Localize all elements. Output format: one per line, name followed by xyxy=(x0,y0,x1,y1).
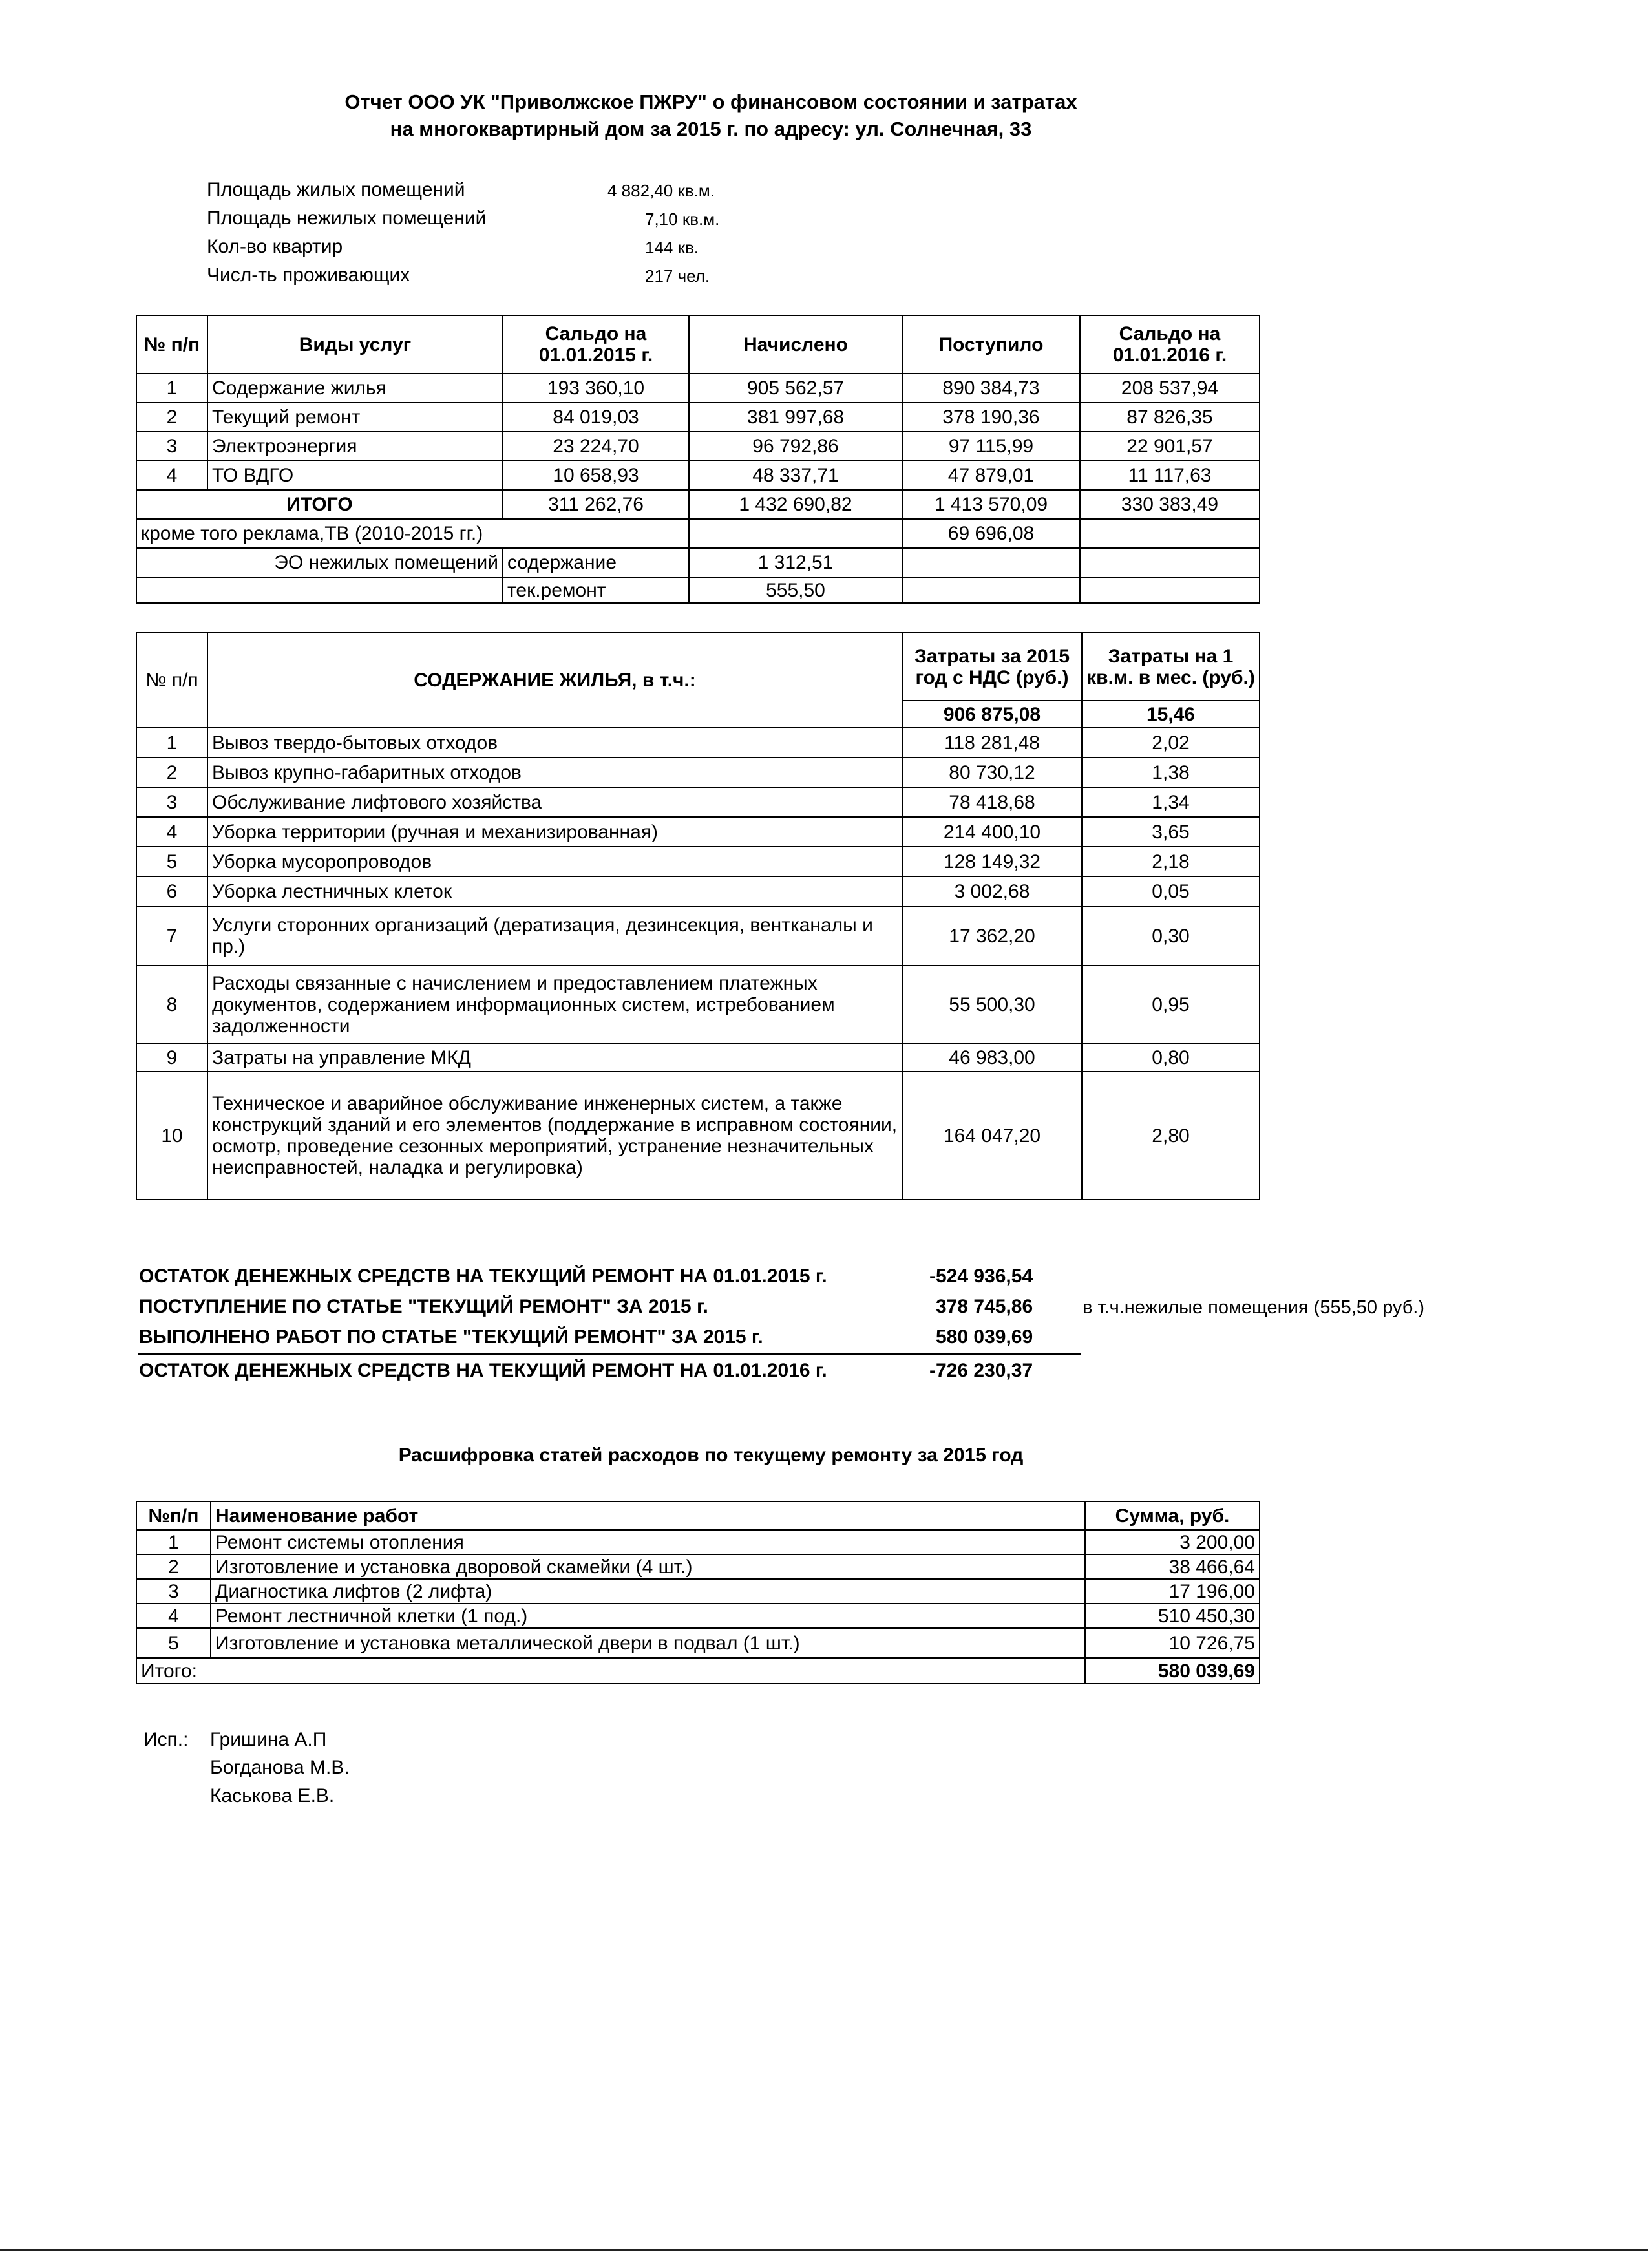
summary-divider xyxy=(138,1353,1081,1355)
column-header: Затраты на 1 кв.м. в мес. (руб.) xyxy=(1082,633,1260,701)
summary-label: ОСТАТОК ДЕНЕЖНЫХ СРЕДСТВ НА ТЕКУЩИЙ РЕМОНТ НА 01.01.2016 г. xyxy=(139,1360,827,1381)
table-row xyxy=(136,1579,1260,1604)
table-row xyxy=(136,1072,1260,1200)
item-per-m2: 1,38 xyxy=(1082,758,1260,787)
extra-label: кроме того реклама,ТВ (2010-2015 гг.) xyxy=(136,519,689,548)
cell-value: 208 537,94 xyxy=(1080,374,1260,403)
table-row xyxy=(136,906,1260,966)
item-cost: 55 500,30 xyxy=(902,966,1082,1043)
info-label: Площадь нежилых помещений xyxy=(207,207,487,229)
row-number: 1 xyxy=(136,374,207,403)
service-name: Электроэнергия xyxy=(207,432,503,461)
work-name: Диагностика лифтов (2 лифта) xyxy=(211,1579,1085,1604)
column-header: №п/п xyxy=(136,1501,211,1530)
row-number: 9 xyxy=(136,1043,207,1072)
services-table xyxy=(136,315,1260,604)
info-label: Кол-во квартир xyxy=(207,236,343,257)
row-number: 5 xyxy=(136,1628,211,1658)
row-number: 4 xyxy=(136,817,207,847)
summary-label: ВЫПОЛНЕНО РАБОТ ПО СТАТЬЕ "ТЕКУЩИЙ РЕМОНТ" ЗА 2015 г. xyxy=(139,1326,763,1348)
total-label: Итого: xyxy=(136,1658,1085,1684)
info-value: 7,10 кв.м. xyxy=(645,209,720,229)
cell-value: 48 337,71 xyxy=(689,461,902,490)
work-name: Изготовление и установка металлической двери в подвал (1 шт.) xyxy=(211,1628,1085,1658)
eo-row xyxy=(136,577,1260,603)
service-name: Текущий ремонт xyxy=(207,403,503,432)
item-cost: 3 002,68 xyxy=(902,876,1082,906)
column-header: № п/п xyxy=(136,633,207,728)
row-number: 4 xyxy=(136,461,207,490)
item-per-m2: 0,30 xyxy=(1082,906,1260,966)
row-number: 5 xyxy=(136,847,207,876)
eo-value: 555,50 xyxy=(689,577,902,603)
cell-value: 381 997,68 xyxy=(689,403,902,432)
table-row xyxy=(136,787,1260,817)
service-name: ТО ВДГО xyxy=(207,461,503,490)
signatures-label: Исп.: xyxy=(143,1729,189,1750)
cell-value: 193 360,10 xyxy=(503,374,689,403)
table-row xyxy=(136,847,1260,876)
info-label: Площадь жилых помещений xyxy=(207,179,465,200)
info-label: Числ-ть проживающих xyxy=(207,264,410,286)
table-row xyxy=(136,1628,1260,1658)
repair-breakdown-title: Расшифровка статей расходов по текущему ремонту за 2015 год xyxy=(398,1445,1024,1466)
cell-value: 10 658,93 xyxy=(503,461,689,490)
work-name: Ремонт системы отопления xyxy=(211,1530,1085,1554)
info-value: 217 чел. xyxy=(645,266,710,286)
column-header: Виды услуг xyxy=(207,315,503,374)
column-header: Поступило xyxy=(902,315,1080,374)
item-cost: 78 418,68 xyxy=(902,787,1082,817)
signatory-name: Каськова Е.В. xyxy=(210,1785,335,1807)
row-number: 2 xyxy=(136,403,207,432)
row-number: 10 xyxy=(136,1072,207,1200)
cell-value: 378 190,36 xyxy=(902,403,1080,432)
item-per-m2: 2,18 xyxy=(1082,847,1260,876)
column-header: Сумма, руб. xyxy=(1085,1501,1260,1530)
cell-value: 22 901,57 xyxy=(1080,432,1260,461)
column-header: Наименование работ xyxy=(211,1501,1085,1530)
repair-breakdown-table xyxy=(136,1501,1260,1684)
eo-sub-label: содержание xyxy=(503,548,689,577)
row-number: 1 xyxy=(136,728,207,758)
item-cost: 80 730,12 xyxy=(902,758,1082,787)
table-header-row xyxy=(136,1501,1260,1530)
table-row xyxy=(136,403,1260,432)
item-name: Уборка территории (ручная и механизированная) xyxy=(207,817,902,847)
item-name: Обслуживание лифтового хозяйства xyxy=(207,787,902,817)
item-name: Уборка мусоропроводов xyxy=(207,847,902,876)
work-amount: 17 196,00 xyxy=(1085,1579,1260,1604)
item-name: Техническое и аварийное обслуживание инженерных систем, а также конструкций зданий и его элементов (поддержание в исправном состоянии, осмотр, проведение сезонных мероприятий, устранение незначительных неисправностей, наладка и регулировка) xyxy=(207,1072,902,1200)
item-cost: 46 983,00 xyxy=(902,1043,1082,1072)
eo-label: ЭО нежилых помещений xyxy=(136,548,503,577)
extra-row xyxy=(136,519,1260,548)
row-number: 2 xyxy=(136,758,207,787)
eo-value: 1 312,51 xyxy=(689,548,902,577)
cell-value: 47 879,01 xyxy=(902,461,1080,490)
table-row xyxy=(136,1604,1260,1628)
table-header-row xyxy=(136,315,1260,374)
item-cost: 118 281,48 xyxy=(902,728,1082,758)
extra-value: 69 696,08 xyxy=(902,519,1080,548)
row-number: 4 xyxy=(136,1604,211,1628)
total-cost: 906 875,08 xyxy=(902,701,1082,728)
row-number: 3 xyxy=(136,432,207,461)
item-name: Вывоз крупно-габаритных отходов xyxy=(207,758,902,787)
total-value: 330 383,49 xyxy=(1080,490,1260,519)
column-header: № п/п xyxy=(136,315,207,374)
work-name: Изготовление и установка дворовой скамейки (4 шт.) xyxy=(211,1554,1085,1579)
table-row xyxy=(136,432,1260,461)
summary-value: 580 039,69 xyxy=(936,1326,1033,1348)
eo-row xyxy=(136,548,1260,577)
scan-edge-line xyxy=(0,2249,1648,2251)
signatory-name: Гришина А.П xyxy=(210,1729,327,1750)
total-value: 1 413 570,09 xyxy=(902,490,1080,519)
table-row xyxy=(136,1043,1260,1072)
row-number: 2 xyxy=(136,1554,211,1579)
summary-value: 378 745,86 xyxy=(936,1296,1033,1317)
housing-costs-table xyxy=(136,632,1260,1200)
total-value: 311 262,76 xyxy=(503,490,689,519)
total-row xyxy=(136,1658,1260,1684)
table-row xyxy=(136,758,1260,787)
service-name: Содержание жилья xyxy=(207,374,503,403)
item-cost: 164 047,20 xyxy=(902,1072,1082,1200)
report-title-line1: Отчет ООО УК "Приволжское ПЖРУ" о финансовом состоянии и затратах xyxy=(344,90,1077,113)
summary-label: ОСТАТОК ДЕНЕЖНЫХ СРЕДСТВ НА ТЕКУЩИЙ РЕМОНТ НА 01.01.2015 г. xyxy=(139,1266,827,1287)
table-row xyxy=(136,728,1260,758)
total-per-m2: 15,46 xyxy=(1082,701,1260,728)
column-header: Затраты за 2015 год с НДС (руб.) xyxy=(902,633,1082,701)
eo-sub-label: тек.ремонт xyxy=(503,577,689,603)
item-per-m2: 2,02 xyxy=(1082,728,1260,758)
item-cost: 214 400,10 xyxy=(902,817,1082,847)
table-row xyxy=(136,374,1260,403)
item-per-m2: 3,65 xyxy=(1082,817,1260,847)
column-header: Сальдо на 01.01.2016 г. xyxy=(1080,315,1260,374)
table-header-row xyxy=(136,633,1260,701)
item-per-m2: 0,05 xyxy=(1082,876,1260,906)
table-row xyxy=(136,966,1260,1043)
total-value: 580 039,69 xyxy=(1085,1658,1260,1684)
cell-value: 890 384,73 xyxy=(902,374,1080,403)
table-row xyxy=(136,461,1260,490)
summary-label: ПОСТУПЛЕНИЕ ПО СТАТЬЕ "ТЕКУЩИЙ РЕМОНТ" ЗА 2015 г. xyxy=(139,1296,708,1317)
cell-value: 905 562,57 xyxy=(689,374,902,403)
info-value: 4 882,40 кв.м. xyxy=(607,181,715,200)
item-name: Уборка лестничных клеток xyxy=(207,876,902,906)
cell-value: 11 117,63 xyxy=(1080,461,1260,490)
item-per-m2: 2,80 xyxy=(1082,1072,1260,1200)
work-amount: 38 466,64 xyxy=(1085,1554,1260,1579)
row-number: 8 xyxy=(136,966,207,1043)
item-cost: 17 362,20 xyxy=(902,906,1082,966)
total-value: 1 432 690,82 xyxy=(689,490,902,519)
work-name: Ремонт лестничной клетки (1 под.) xyxy=(211,1604,1085,1628)
item-per-m2: 0,95 xyxy=(1082,966,1260,1043)
report-title-line2: на многоквартирный дом за 2015 г. по адресу: ул. Солнечная, 33 xyxy=(390,118,1032,140)
info-value: 144 кв. xyxy=(645,238,699,257)
row-number: 7 xyxy=(136,906,207,966)
work-amount: 3 200,00 xyxy=(1085,1530,1260,1554)
work-amount: 510 450,30 xyxy=(1085,1604,1260,1628)
cell-value: 84 019,03 xyxy=(503,403,689,432)
table-row xyxy=(136,1554,1260,1579)
row-number: 1 xyxy=(136,1530,211,1554)
item-per-m2: 1,34 xyxy=(1082,787,1260,817)
total-label: ИТОГО xyxy=(136,490,503,519)
item-name: Вывоз твердо-бытовых отходов xyxy=(207,728,902,758)
column-header: Сальдо на 01.01.2015 г. xyxy=(503,315,689,374)
cell-value: 87 826,35 xyxy=(1080,403,1260,432)
summary-value: -726 230,37 xyxy=(929,1360,1033,1381)
table-row xyxy=(136,1530,1260,1554)
row-number: 6 xyxy=(136,876,207,906)
column-header: СОДЕРЖАНИЕ ЖИЛЬЯ, в т.ч.: xyxy=(207,633,902,728)
signatory-name: Богданова М.В. xyxy=(210,1757,350,1778)
item-cost: 128 149,32 xyxy=(902,847,1082,876)
table-row xyxy=(136,876,1260,906)
total-row xyxy=(136,490,1260,519)
row-number: 3 xyxy=(136,1579,211,1604)
work-amount: 10 726,75 xyxy=(1085,1628,1260,1658)
cell-value: 23 224,70 xyxy=(503,432,689,461)
summary-value: -524 936,54 xyxy=(929,1266,1033,1287)
row-number: 3 xyxy=(136,787,207,817)
item-name: Затраты на управление МКД xyxy=(207,1043,902,1072)
column-header: Начислено xyxy=(689,315,902,374)
table-row xyxy=(136,817,1260,847)
cell-value: 97 115,99 xyxy=(902,432,1080,461)
summary-note: в т.ч.нежилые помещения (555,50 руб.) xyxy=(1083,1297,1425,1318)
item-name: Расходы связанные с начислением и предоставлением платежных документов, содержанием информационных систем, истребованием задолженности xyxy=(207,966,902,1043)
cell-value: 96 792,86 xyxy=(689,432,902,461)
item-per-m2: 0,80 xyxy=(1082,1043,1260,1072)
item-name: Услуги сторонних организаций (дератизация, дезинсекция, вентканалы и пр.) xyxy=(207,906,902,966)
